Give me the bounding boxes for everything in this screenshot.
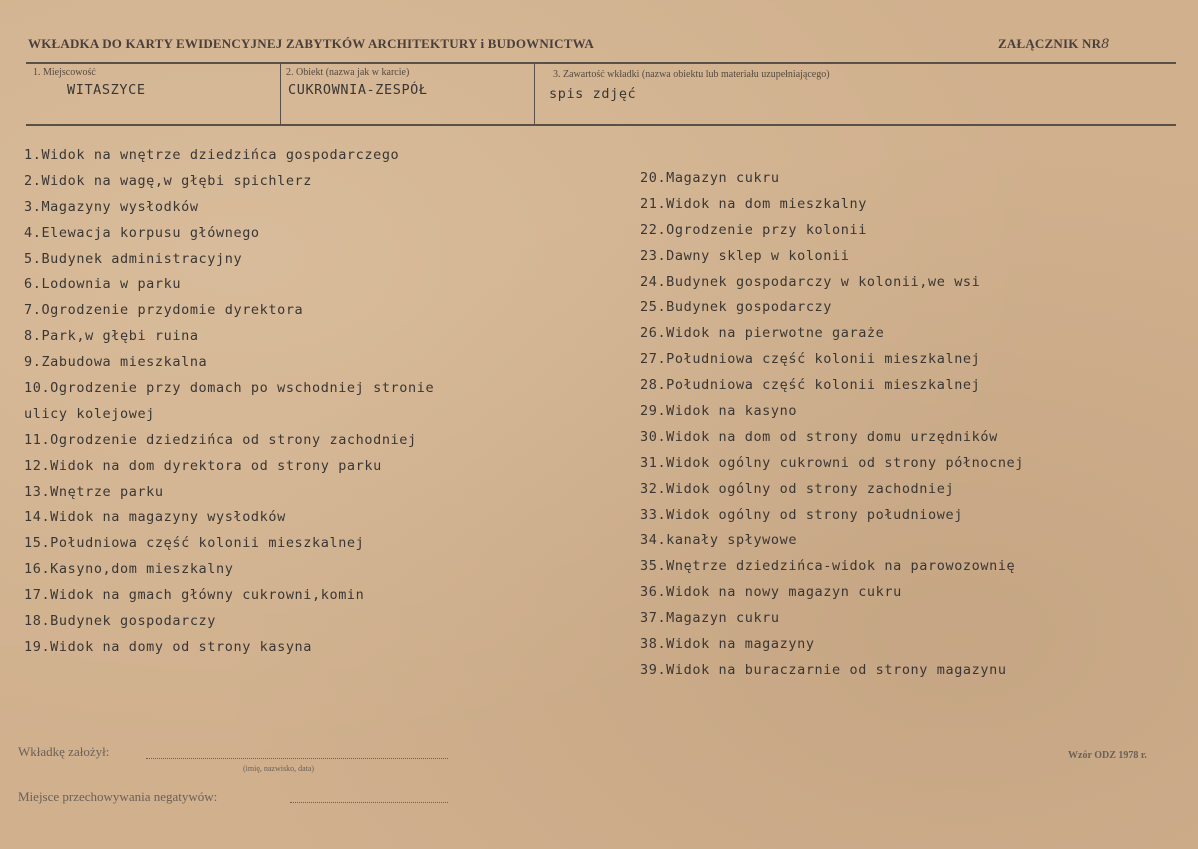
created-by-hint: (imię, nazwisko, data) <box>243 764 315 773</box>
photo-list-item: 30.Widok na dom od strony domu urzędników <box>640 428 998 445</box>
annex-number: 8 <box>1101 37 1110 52</box>
created-by-line <box>146 758 448 759</box>
photo-list-item: 23.Dawny sklep w kolonii <box>640 247 850 264</box>
object-label: 2. Obiekt (nazwa jak w karcie) <box>286 67 410 78</box>
object-value: CUKROWNIA-ZESPÓŁ <box>288 82 428 98</box>
field-divider-2 <box>534 63 535 124</box>
photo-list-item: 25.Budynek gospodarczy <box>640 299 833 316</box>
photo-list-item: 32.Widok ogólny od strony zachodniej <box>640 480 955 497</box>
photo-list-item: 4.Elewacja korpusu głównego <box>24 224 260 241</box>
photo-list-item: 6.Lodownia w parku <box>24 276 182 293</box>
field-divider-1 <box>280 63 281 124</box>
negatives-location-line <box>290 802 448 803</box>
header-bottom-rule <box>26 124 1176 126</box>
photo-list-item: 8.Park,w głębi ruina <box>24 328 199 345</box>
photo-list-item: 20.Magazyn cukru <box>640 170 780 186</box>
photo-list-item: 37.Magazyn cukru <box>640 610 780 627</box>
photo-list-item: 27.Południowa część kolonii mieszkalnej <box>640 351 981 368</box>
photo-list-item: 3.Magazyny wysłodków <box>24 198 199 215</box>
photo-list-item: 5.Budynek administracyjny <box>24 250 243 267</box>
photo-list-item: 31.Widok ogólny cukrowni od strony północnej <box>640 454 1025 471</box>
form-title: WKŁADKA DO KARTY EWIDENCYJNEJ ZABYTKÓW ARCHITEKTURY i BUDOWNICTWA <box>28 36 594 51</box>
photo-list-item: 39.Widok na buraczarnie od strony magazynu <box>640 661 1007 678</box>
negatives-location-label: Miejsce przechowywania negatywów: <box>18 789 218 804</box>
photo-list-item: 21.Widok na dom mieszkalny <box>640 195 867 212</box>
form-version: Wzór ODZ 1978 r. <box>1068 750 1147 761</box>
photo-list-item: 35.Wnętrze dziedzińca-widok na parowozownię <box>640 558 1016 575</box>
photo-list-item: 10.Ogrodzenie przy domach po wschodniej stronie <box>24 380 435 397</box>
header-top-rule <box>26 62 1176 64</box>
photo-list-item: 34.kanały spływowe <box>640 532 798 549</box>
locality-value: WITASZYCE <box>67 82 146 98</box>
photo-list-item: 22.Ogrodzenie przy kolonii <box>640 221 867 238</box>
content-value: spis zdjęć <box>549 86 637 102</box>
photo-list-item: 9.Zabudowa mieszkalna <box>24 354 208 371</box>
photo-list-item: 7.Ogrodzenie przydomie dyrektora <box>24 302 304 319</box>
photo-list-item: 16.Kasyno,dom mieszkalny <box>24 561 234 578</box>
annex-label <box>998 36 1110 52</box>
created-by-label: Wkładkę założył: <box>18 744 110 759</box>
photo-list-item: 11.Ogrodzenie dziedzińca od strony zachodniej <box>24 431 417 448</box>
photo-list-item: 29.Widok na kasyno <box>640 403 798 420</box>
photo-list-item: 26.Widok na pierwotne garaże <box>640 325 885 342</box>
photo-list-item: 18.Budynek gospodarczy <box>24 613 217 630</box>
photo-list-item: 2.Widok na wagę,w głębi spichlerz <box>24 172 313 189</box>
photo-list-item: 15.Południowa część kolonii mieszkalnej <box>24 535 365 552</box>
photo-list-item: ulicy kolejowej <box>24 405 155 422</box>
photo-list-item: 28.Południowa część kolonii mieszkalnej <box>640 377 981 394</box>
photo-list-item: 36.Widok na nowy magazyn cukru <box>640 584 902 601</box>
photo-list-item: 12.Widok na dom dyrektora od strony parku <box>24 457 382 474</box>
annex-text: ZAŁĄCZNIK NR <box>998 36 1102 51</box>
content-label: 3. Zawartość wkładki (nazwa obiektu lub materiału uzupełniającego) <box>553 69 830 80</box>
photo-list-left <box>24 143 434 661</box>
photo-list-item: 38.Widok na magazyny <box>640 636 815 653</box>
locality-label: 1. Miejscowość <box>33 67 96 78</box>
photo-list-item: 24.Budynek gospodarczy w kolonii,we wsi <box>640 273 981 290</box>
photo-list-item: 13.Wnętrze parku <box>24 483 164 500</box>
photo-list-item: 33.Widok ogólny od strony południowej <box>640 506 963 523</box>
photo-list-right <box>640 166 1024 684</box>
photo-list-item: 14.Widok na magazyny wysłodków <box>24 509 286 526</box>
photo-list-item: 19.Widok na domy od strony kasyna <box>24 638 313 655</box>
photo-list-item: 17.Widok na gmach główny cukrowni,komin <box>24 587 365 604</box>
photo-list-item: 1.Widok na wnętrze dziedzińca gospodarczego <box>24 147 400 163</box>
